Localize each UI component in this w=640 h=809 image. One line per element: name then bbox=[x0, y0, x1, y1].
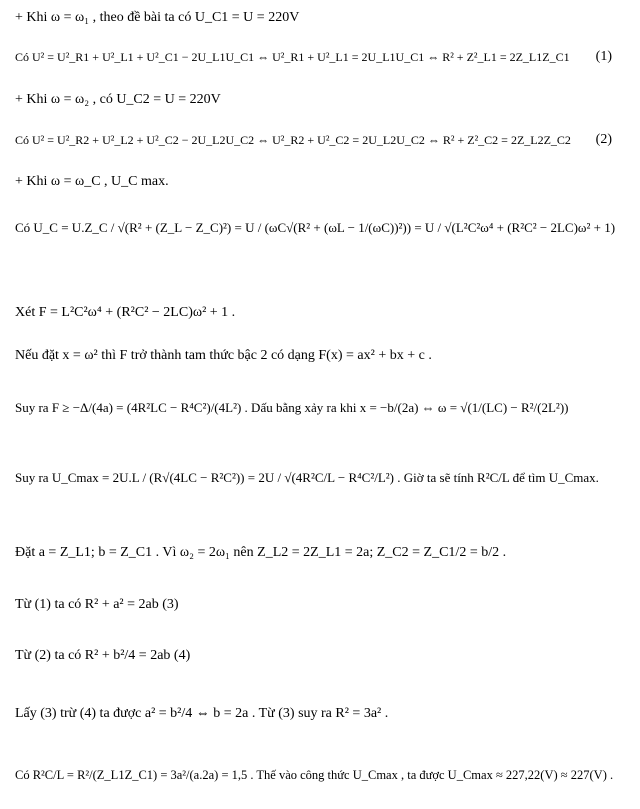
line-6 bbox=[15, 220, 632, 236]
line-3 bbox=[15, 92, 632, 109]
line-9-text: Suy ra F ≥ −Δ/(4a) = (4R²LC − R⁴C²)/(4L²) . Dấu bằng xảy ra khi x = −b/(2a) ⇔ ω = √(1/(LC) − R²/(2L²)) bbox=[15, 400, 569, 415]
line-8 bbox=[15, 348, 632, 365]
line-7 bbox=[15, 305, 632, 322]
line-10-text: Suy ra U_Cmax = 2U.L / (R√(4LC − R²C²)) = 2U / √(4R²C/L − R⁴C²/L²) . Giờ ta sẽ tính R²C/L để tìm U_Cmax. bbox=[15, 470, 599, 485]
line-13-text: Từ (2) ta có R² + b²/4 = 2ab (4) bbox=[15, 648, 191, 663]
line-14-text: Lấy (3) trừ (4) ta được a² = b²/4 ⇔ b = 2a . Từ (3) suy ra R² = 3a² . bbox=[15, 706, 389, 721]
line-12 bbox=[15, 597, 632, 614]
line-4 bbox=[15, 133, 632, 147]
equation-tag-2: (2) bbox=[595, 131, 612, 147]
line-6-text: Có U_C = U.Z_C / √(R² + (Z_L − Z_C)²) = U / (ωC√(R² + (ωL − 1/(ωC))²)) = U / √(L²C²ω⁴ + (R²C² − 2LC)ω² + 1) bbox=[15, 220, 616, 235]
line-2 bbox=[15, 50, 632, 64]
line-15 bbox=[15, 768, 632, 783]
line-15-text: Có R²C/L = R²/(Z_L1Z_C1) = 3a²/(a.2a) = 1,5 . Thế vào công thức U_Cmax , ta được U_Cmax ≈ 227,22(V) ≈ 227(V) . bbox=[15, 768, 614, 782]
line-12-text: Từ (1) ta có R² + a² = 2ab (3) bbox=[15, 597, 179, 612]
line-13 bbox=[15, 648, 632, 665]
line-9 bbox=[15, 400, 632, 416]
line-4-text: Có U² = U²_R2 + U²_L2 + U²_C2 − 2U_L2U_C2 ⇔ U²_R2 + U²_C2 = 2U_L2U_C2 ⇔ R² + Z²_C2 = 2Z_L2Z_C2 bbox=[15, 133, 571, 147]
equation-tag-1: (1) bbox=[595, 48, 612, 64]
line-2-text: Có U² = U²_R1 + U²_L1 + U²_C1 − 2U_L1U_C1 ⇔ U²_R1 + U²_L1 = 2U_L1U_C1 ⇔ R² + Z²_L1 = 2Z_L1Z_C1 bbox=[15, 50, 570, 64]
line-1-text: + Khi ω = ω₁ , theo đề bài ta có U_C1 = U = 220V bbox=[15, 10, 300, 25]
line-11-text: Đặt a = Z_L1; b = Z_C1 . Vì ω₂ = 2ω₁ nên Z_L2 = 2Z_L1 = 2a; Z_C2 = Z_C1/2 = b/2 . bbox=[15, 545, 507, 560]
line-10 bbox=[15, 470, 632, 486]
line-11 bbox=[15, 545, 632, 562]
line-8-text: Nếu đặt x = ω² thì F trở thành tam thức bậc 2 có dạng F(x) = ax² + bx + c . bbox=[15, 348, 432, 363]
line-3-text: + Khi ω = ω₂ , có U_C2 = U = 220V bbox=[15, 92, 221, 107]
line-1 bbox=[15, 10, 632, 27]
line-7-text: Xét F = L²C²ω⁴ + (R²C² − 2LC)ω² + 1 . bbox=[15, 305, 236, 320]
line-14 bbox=[15, 706, 632, 723]
line-5-text: + Khi ω = ω_C , U_C max. bbox=[15, 174, 169, 189]
line-5 bbox=[15, 174, 632, 191]
